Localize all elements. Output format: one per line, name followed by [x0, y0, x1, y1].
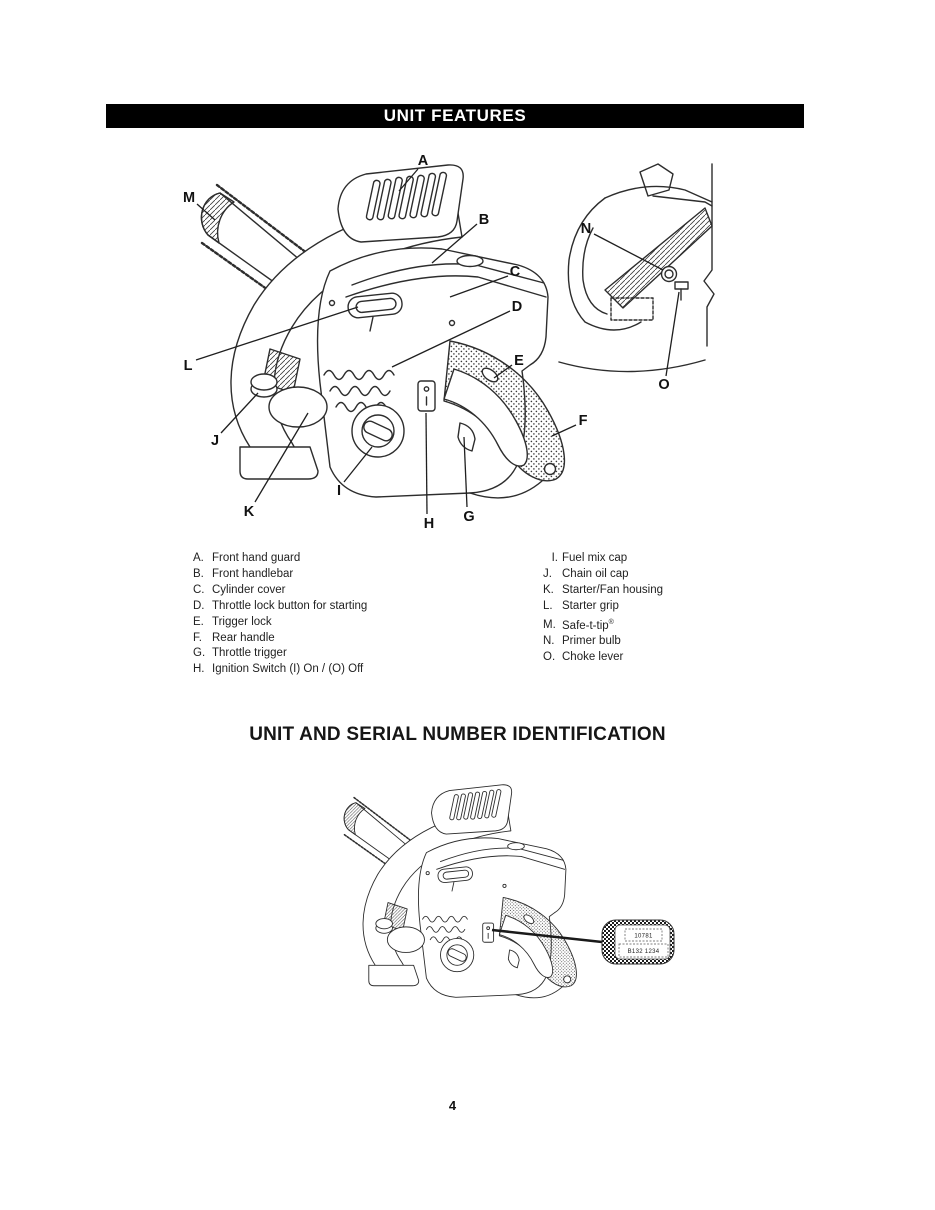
- callout-c: C: [509, 264, 521, 280]
- parts-list-right: [543, 551, 663, 666]
- part-item: G. Throttle trigger: [193, 647, 287, 660]
- callout-i: I: [336, 483, 342, 499]
- part-item: E. Trigger lock: [193, 615, 272, 628]
- registered-mark: ®: [608, 618, 614, 626]
- part-item: N. Primer bulb: [543, 635, 621, 648]
- serial-number-diagram: [292, 772, 687, 1044]
- part-item: H. Ignition Switch (I) On / (O) Off: [193, 663, 364, 676]
- parts-list-left: [193, 551, 367, 678]
- callout-l: L: [183, 358, 193, 374]
- part-item: M. Safe-t-tip®: [543, 618, 614, 632]
- callout-d: D: [511, 299, 523, 315]
- part-item: K. Starter/Fan housing: [543, 583, 664, 596]
- serial-plate-line2: B132 1234: [627, 949, 660, 955]
- part-item: B. Front handlebar: [193, 567, 294, 580]
- detail-drawing: [559, 164, 714, 372]
- callout-g: G: [463, 509, 475, 525]
- part-item: O. Choke lever: [543, 651, 624, 664]
- callout-j: J: [210, 433, 220, 449]
- serial-plate-line1: 10781: [634, 933, 653, 940]
- callout-b: B: [478, 212, 490, 228]
- part-item: L. Starter grip: [543, 599, 619, 612]
- part-item: I. Fuel mix cap: [551, 552, 628, 564]
- part-item: F. Rear handle: [193, 631, 275, 644]
- page-number: 4: [448, 1098, 457, 1113]
- callout-o: O: [658, 377, 670, 393]
- primer-choke-detail-diagram: [545, 150, 720, 410]
- serial-section-title: UNIT AND SERIAL NUMBER IDENTIFICATION: [249, 724, 666, 745]
- section-title: UNIT FEATURES: [383, 106, 527, 125]
- callout-e: E: [514, 353, 524, 369]
- part-item: A. Front hand guard: [193, 552, 301, 564]
- part-item: C. Cylinder cover: [193, 583, 286, 596]
- choke-lever: [675, 282, 688, 300]
- section-header-bar: [106, 104, 804, 128]
- serial-plate: [602, 920, 674, 964]
- callout-a: A: [417, 153, 429, 169]
- callout-h: H: [423, 516, 435, 532]
- callout-f: F: [578, 413, 588, 429]
- part-item: D. Throttle lock button for starting: [193, 599, 368, 612]
- callout-k: K: [243, 504, 255, 520]
- part-item: J. Chain oil cap: [543, 567, 629, 580]
- callout-m: M: [182, 190, 196, 206]
- callout-n: N: [580, 221, 592, 237]
- primer-bulb: [662, 267, 677, 282]
